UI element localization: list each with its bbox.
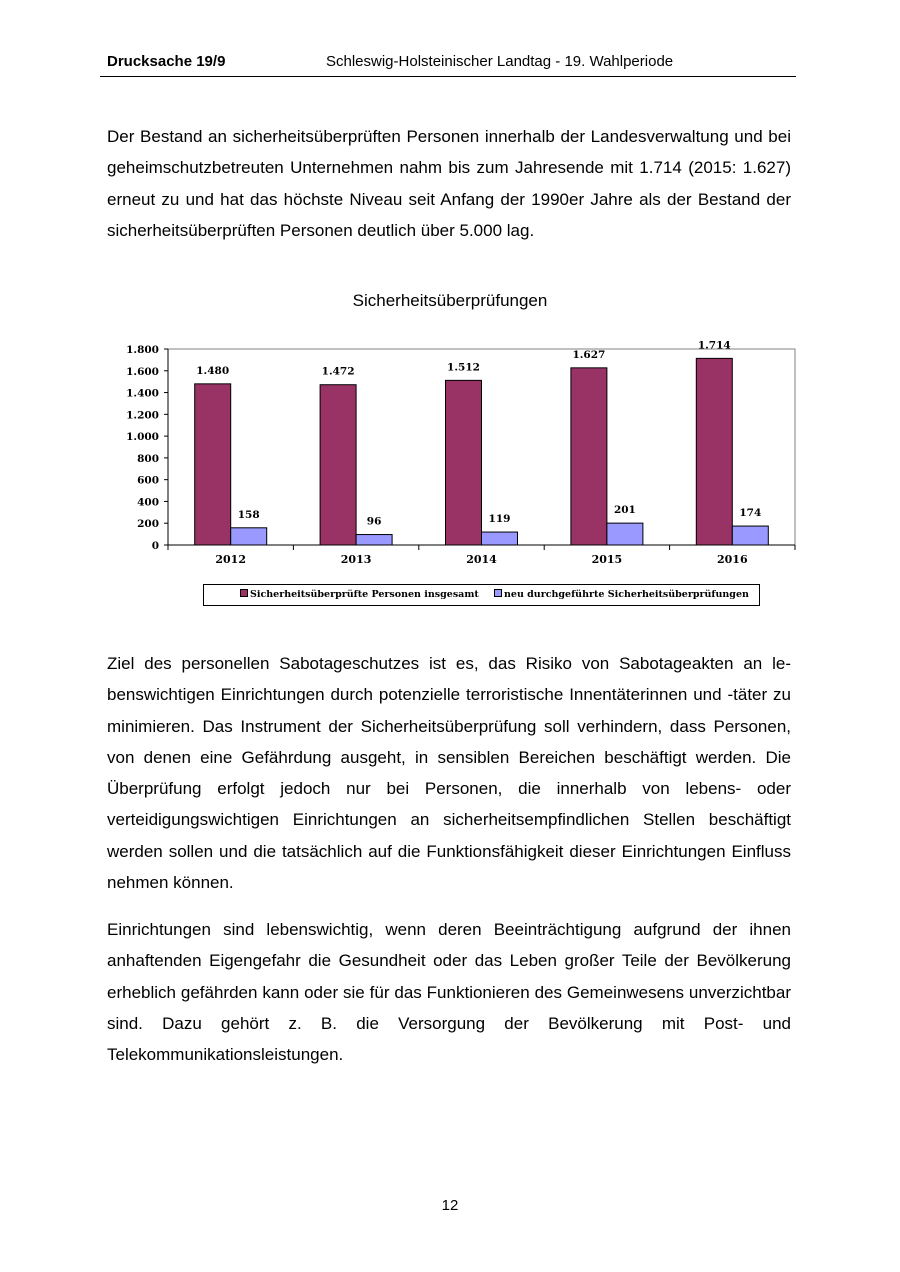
bar-new [356,535,392,545]
chart-title: Sicherheitsüberprüfungen [352,291,548,310]
bar-total [195,384,231,545]
y-tick-label: 1.000 [126,431,159,444]
y-tick-label: 1.200 [126,409,159,422]
document-number: Drucksache 19/9 [107,53,226,70]
bar-total [320,385,356,545]
x-tick-label: 2013 [340,553,372,566]
y-tick-label: 1.600 [126,365,159,378]
data-label-new: 201 [613,504,636,517]
bar-total [571,368,607,545]
y-tick-label: 200 [137,518,159,531]
bar-total [446,380,482,545]
legend-item-new [494,589,749,600]
legend-item-total [240,589,479,600]
legend-label-total: Sicherheitsüberprüfte Personen insgesamt [250,589,479,600]
y-tick-label: 600 [137,474,159,487]
x-tick-label: 2014 [466,553,497,566]
data-label-total: 1.714 [697,339,731,352]
legend-swatch-new [494,589,502,597]
legend-label-new: neu durchgeführte Sicherheitsüberprüfungen [504,589,749,600]
paragraph-3: Einrichtungen sind lebenswichtig, wenn deren Beeinträchtigung aufgrund der ihnen anhaftenden Eigengefahr die Gesundheit oder das Leben großer Teile der Bevölkerung erheblich gefährden kann oder sie für das Funktionieren des Gemeinwesens unverzichtbar sind. Dazu gehört z. B. die Versorgung der Bevölkerung mit Post- und Telekommunikationsleistungen. [107,920,791,1065]
data-label-total: 1.472 [321,365,355,378]
data-label-total: 1.480 [196,364,230,377]
data-label-new: 96 [366,515,382,528]
page-header [100,52,796,77]
y-tick-label: 0 [151,540,159,552]
legend-swatch-total [240,589,248,597]
data-label-new: 158 [237,508,260,521]
y-tick-label: 400 [137,496,159,509]
data-label-total: 1.627 [572,348,606,361]
x-tick-label: 2015 [591,553,623,566]
bar-new [732,526,768,545]
header-title: Schleswig-Holsteinischer Landtag - 19. Wahlperiode [326,53,674,70]
y-tick-label: 1.800 [126,344,159,356]
bar-new [482,532,518,545]
chart-legend [203,584,760,606]
bar-new [231,528,267,545]
data-label-new: 119 [488,513,511,526]
data-label-new: 174 [739,507,762,520]
page-number: 12 [441,1197,459,1214]
bar-new [607,523,643,545]
data-label-total: 1.512 [447,361,480,374]
x-tick-label: 2012 [215,553,247,566]
y-tick-label: 1.400 [126,387,159,400]
y-tick-label: 800 [137,452,159,465]
x-tick-label: 2016 [716,553,748,566]
paragraph-1: Der Bestand an sicherheitsüberprüften Personen innerhalb der Landesverwaltung und bei geheimschutzbetreuten Unternehmen nahm bis zum Jahresende mit 1.714 (2015: 1.627) erneut zu und hat das höchste Niveau seit Anfang der 1990er Jahre als der Bestand der sicherheitsüberprüften Personen deutlich über 5.000 lag. [107,127,791,240]
bar-chart [0,330,900,575]
bar-total [696,358,732,545]
paragraph-2: Ziel des personellen Sabotageschutzes ist es, das Risiko von Sabotageakten an lebenswichtigen Einrichtungen durch potenzielle terroristische Innentäterinnen und -täter zu minimieren. Das Instrument der Sicherheitsüberprüfung soll verhindern, dass Personen, von denen eine Gefährdung ausgeht, in sensiblen Bereichen beschäftigt werden. Die Überprüfung erfolgt jedoch nur bei Personen, die innerhalb von lebens- oder verteidigungswichtigen Einrichtungen an sicherheitsempfindlichen Stellen beschäftigt werden sollen und die tatsächlich auf die Funktionsfähigkeit dieser Einrichtungen Einfluss nehmen können. [107,654,791,893]
